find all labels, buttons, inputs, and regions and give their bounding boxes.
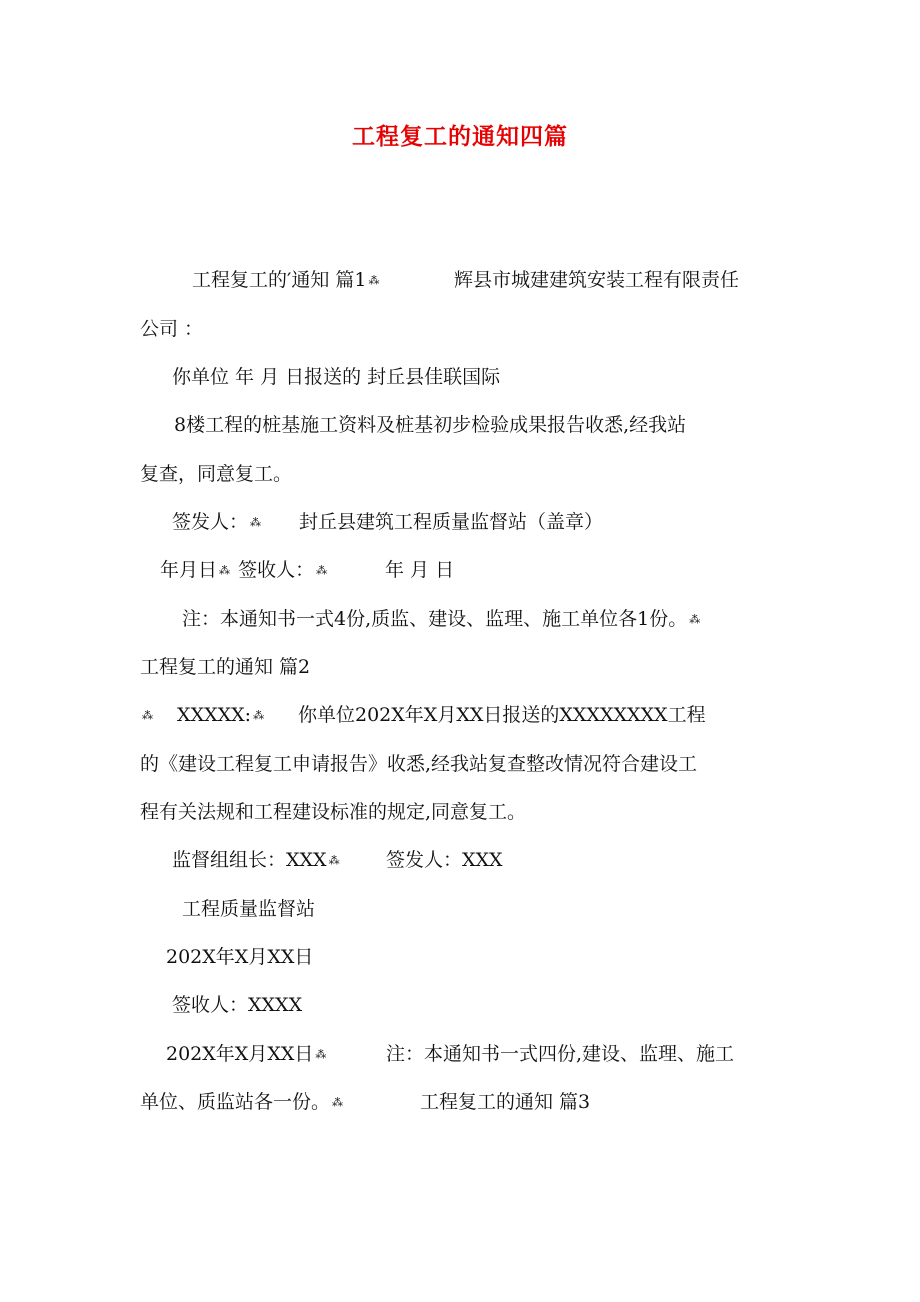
notice-1-date-receiver <box>160 557 329 584</box>
note-text: 注：本通知书一式4份,质监、建设、监理、施工单位各1份。 <box>182 608 688 630</box>
note-text: 单位、质监站各一份。 <box>140 1091 331 1113</box>
notice-1-issuer: 封丘县建筑工程质量监督站（盖章） <box>299 511 604 533</box>
date-label: 年月日 <box>160 559 218 581</box>
notice-3-title: 工程复工的通知 篇3 <box>420 1091 591 1113</box>
issuer-label: 签发人： <box>172 511 249 533</box>
document-title: 工程复工的通知四篇 <box>352 123 568 150</box>
receive-date: 202X年X月XX日 <box>166 1043 314 1065</box>
paragraph-mark-icon: ⁂ <box>328 854 340 867</box>
paragraph-mark-icon: ⁂ <box>142 709 153 722</box>
notice-1-recipient-cont: 公司 ： <box>140 318 204 340</box>
paragraph-mark-icon: ⁂ <box>250 516 262 529</box>
notice-2-body-line: 程有关法规和工程建设标准的规定,同意复工。 <box>140 801 527 823</box>
notice-2-body-line: 你单位202X年X月XX日报送的XXXXXXXX工程 <box>298 704 706 726</box>
notice-1-title: 工程复工的′通知 篇1 <box>192 269 367 291</box>
supervisor-label: 监督组组长：XXX <box>172 849 327 871</box>
notice-2-note-cont <box>140 1089 345 1116</box>
paragraph-mark-icon: ⁂ <box>316 564 328 577</box>
notice-2-title: 工程复工的通知 篇2 <box>140 656 311 678</box>
notice-1-heading <box>192 267 381 294</box>
notice-2-station: 工程质量监督站 <box>182 898 316 920</box>
notice-1-issuer-label <box>172 509 263 536</box>
paragraph-mark-icon: ⁂ <box>315 1048 327 1061</box>
notice-1-receive-date: 年 月 日 <box>385 559 455 581</box>
paragraph-mark-icon: ⁂ <box>689 613 701 626</box>
notice-2-issuer: 签发人：XXX <box>386 849 503 871</box>
paragraph-mark-icon: ⁂ <box>219 564 231 577</box>
notice-1-recipient: 辉县市城建建筑安装工程有限责任 <box>454 269 740 291</box>
notice-1-body-line: 复查，同意复工。 <box>140 463 293 485</box>
notice-2-date: 202X年X月XX日 <box>166 946 314 968</box>
notice-2-supervisor <box>172 847 342 874</box>
notice-1-note <box>182 606 702 633</box>
notice-1-body-line: 8楼工程的桩基施工资料及桩基初步检验成果报告收悉,经我站 <box>174 414 687 436</box>
notice-2-body-line: 的《建设工程复工申请报告》收悉,经我站复查整改情况符合建设工 <box>140 753 698 775</box>
paragraph-mark-icon: ⁂ <box>368 274 380 287</box>
receiver-label: 签收人： <box>238 559 315 581</box>
notice-2-receive-date <box>166 1041 328 1068</box>
paragraph-mark-icon: ⁂ <box>332 1096 344 1109</box>
paragraph-mark-icon: ⁂ <box>253 709 265 722</box>
notice-1-body-line: 你单位 年 月 日报送的 封丘县佳联国际 <box>172 366 501 388</box>
recipient-name: XXXXX: <box>177 704 252 726</box>
notice-2-recipient <box>140 702 266 729</box>
notice-2-receiver: 签收人：XXXX <box>172 994 303 1016</box>
notice-2-note: 注：本通知书一式四份,建设、监理、施工 <box>386 1043 735 1065</box>
